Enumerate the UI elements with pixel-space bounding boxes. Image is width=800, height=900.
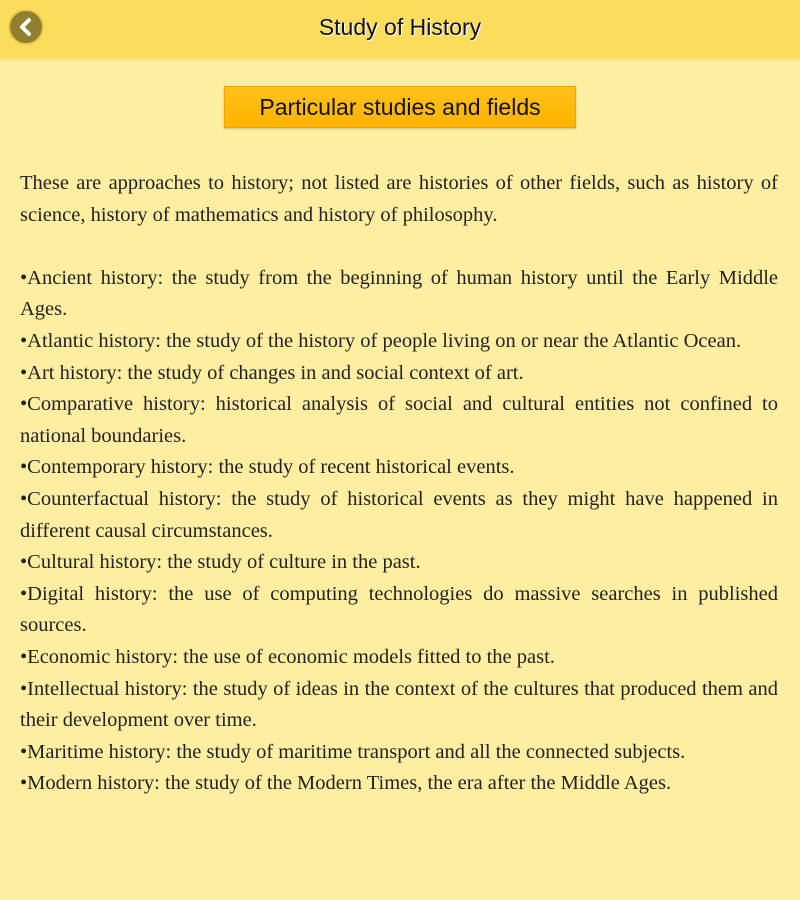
list-item: •Atlantic history: the study of the history of people living on or near the Atlantic Ocean. [20, 329, 742, 352]
list-item: •Maritime history: the study of maritime transport and all the connected subjects. [20, 740, 686, 763]
list-item: •Digital history: the use of computing technologies do massive searches in published sources. [20, 582, 778, 637]
list-item: •Comparative history: historical analysis of social and cultural entities not confined to national boundaries. [20, 393, 778, 447]
app-header [0, 0, 800, 60]
section-title: Particular studies and fields [224, 86, 576, 128]
list-item: •Economic history: the use of economic models fitted to the past. [20, 645, 555, 668]
list-item: •Ancient history: the study from the beginning of human history until the Early Middle Ages. [20, 266, 778, 321]
list-item: •Modern history: the study of the Modern Times, the era after the Middle Ages. [20, 772, 672, 795]
list-item: •Cultural history: the study of culture in the past. [20, 551, 421, 574]
article-content [20, 168, 778, 800]
list-item: •Intellectual history: the study of ideas in the context of the cultures that produced them and their development over time. [20, 677, 778, 732]
intro-paragraph: These are approaches to history; not listed are histories of other fields, such as history of science, history of mathematics and history of philosophy. [20, 172, 778, 226]
list-item: •Counterfactual history: the study of historical events as they might have happened in different causal circumstances. [20, 487, 778, 542]
list-item: •Art history: the study of changes in and social context of art. [20, 361, 524, 384]
page-title: Study of History [318, 14, 482, 40]
list-item: •Contemporary history: the study of recent historical events. [20, 456, 515, 479]
